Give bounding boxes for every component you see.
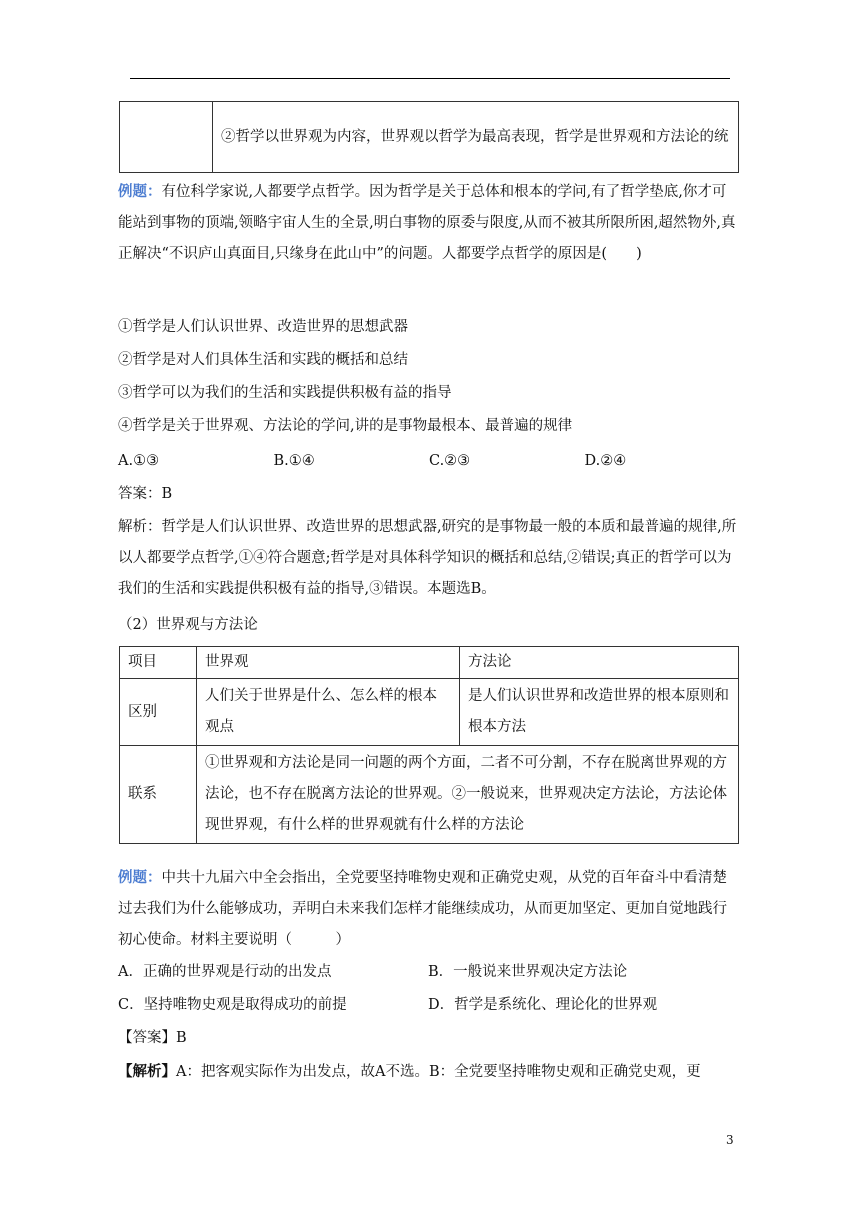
example2-analysis (118, 1056, 740, 1088)
row-label-difference: 区别 (120, 679, 197, 746)
table-cell-empty (120, 102, 213, 173)
example-label: 例题： (118, 183, 162, 200)
example1-question (118, 176, 740, 270)
option-a: A．正确的世界观是行动的出发点 (118, 964, 332, 980)
table-worldview-philosophy-continued (119, 101, 739, 173)
option-c: C．坚持唯物史观是取得成功的前提 (118, 997, 347, 1013)
example2-options-row1 (118, 957, 740, 988)
table-cell: ②哲学以世界观为内容，世界观以哲学为最高表现，哲学是世界观和方法论的统 (213, 102, 739, 173)
option-a: A.①③ (118, 453, 160, 469)
page-number: 3 (726, 1133, 734, 1147)
table-header-methodology: 方法论 (460, 647, 739, 679)
table-row (120, 647, 739, 679)
difference-worldview: 人们关于世界是什么、怎么样的根本观点 (197, 679, 460, 746)
section-heading: （2）世界观与方法论 (118, 617, 258, 633)
analysis-text: A：把客观实际作为出发点，故A不选。B：全党要坚持唯物史观和正确党史观，更 (176, 1064, 701, 1080)
example-label: 例题： (118, 869, 162, 886)
option-b: B.①④ (273, 453, 315, 469)
table-header-worldview: 世界观 (197, 647, 460, 679)
example1-analysis: 解析：哲学是人们认识世界、改造世界的思想武器,研究的是事物最一般的本质和最普遍的规律,所以人都要学点哲学,①④符合题意;哲学是对具体科学知识的概括和总结,②错误;真正的哲学可以为我们的生活和实践提供积极有益的指导,③错误。本题选B。 (118, 519, 737, 597)
table-row (120, 679, 739, 746)
connection-text: ①世界观和方法论是同一问题的两个方面，二者不可分割，不存在脱离世界观的方法论，也不存在脱离方法论的世界观。②一般说来，世界观决定方法论，方法论体现世界观，有什么样的世界观就有什么样的方法论 (197, 746, 739, 844)
table-worldview-methodology (119, 646, 739, 844)
header-rule (130, 78, 730, 79)
question-text: 中共十九届六中全会指出，全党要坚持唯物史观和正确党史观，从党的百年奋斗中看清楚过去我们为什么能够成功，弄明白未来我们怎样才能继续成功，从而更加坚定、更加自觉地践行初心使命。材料主要说明（ ） (118, 870, 727, 948)
table-row (120, 102, 739, 173)
option-c: C.②③ (429, 453, 471, 469)
statement-2: ②哲学是对人们具体生活和实践的概括和总结 (118, 352, 408, 368)
question-text: 有位科学家说,人都要学点哲学。因为哲学是关于总体和根本的学问,有了哲学垫底,你才可能站到事物的顶端,领略宇宙人生的全景,明白事物的原委与限度,从而不被其所限所困,超然物外,真正解决“不识庐山真面目,只缘身在此山中”的问题。人都要学点哲学的原因是( ) (118, 184, 736, 262)
row-label-connection: 联系 (120, 746, 197, 844)
option-d: D.②④ (584, 453, 627, 469)
example1-options (118, 446, 740, 477)
statement-3: ③哲学可以为我们的生活和实践提供积极有益的指导 (118, 385, 452, 401)
difference-methodology: 是人们认识世界和改造世界的根本原则和根本方法 (460, 679, 739, 746)
example2-options-row2 (118, 990, 740, 1021)
table-row (120, 746, 739, 844)
analysis-label: 【解析】 (118, 1063, 176, 1080)
table-header-item: 项目 (120, 647, 197, 679)
statement-1: ①哲学是人们认识世界、改造世界的思想武器 (118, 319, 408, 335)
example2-question (118, 862, 740, 956)
option-b: B．一般说来世界观决定方法论 (428, 964, 628, 980)
option-d: D．哲学是系统化、理论化的世界观 (428, 997, 658, 1013)
example2-answer: 【答案】B (118, 1030, 187, 1046)
statement-4: ④哲学是关于世界观、方法论的学问,讲的是事物最根本、最普遍的规律 (118, 418, 573, 434)
example1-answer: 答案：B (118, 486, 173, 502)
